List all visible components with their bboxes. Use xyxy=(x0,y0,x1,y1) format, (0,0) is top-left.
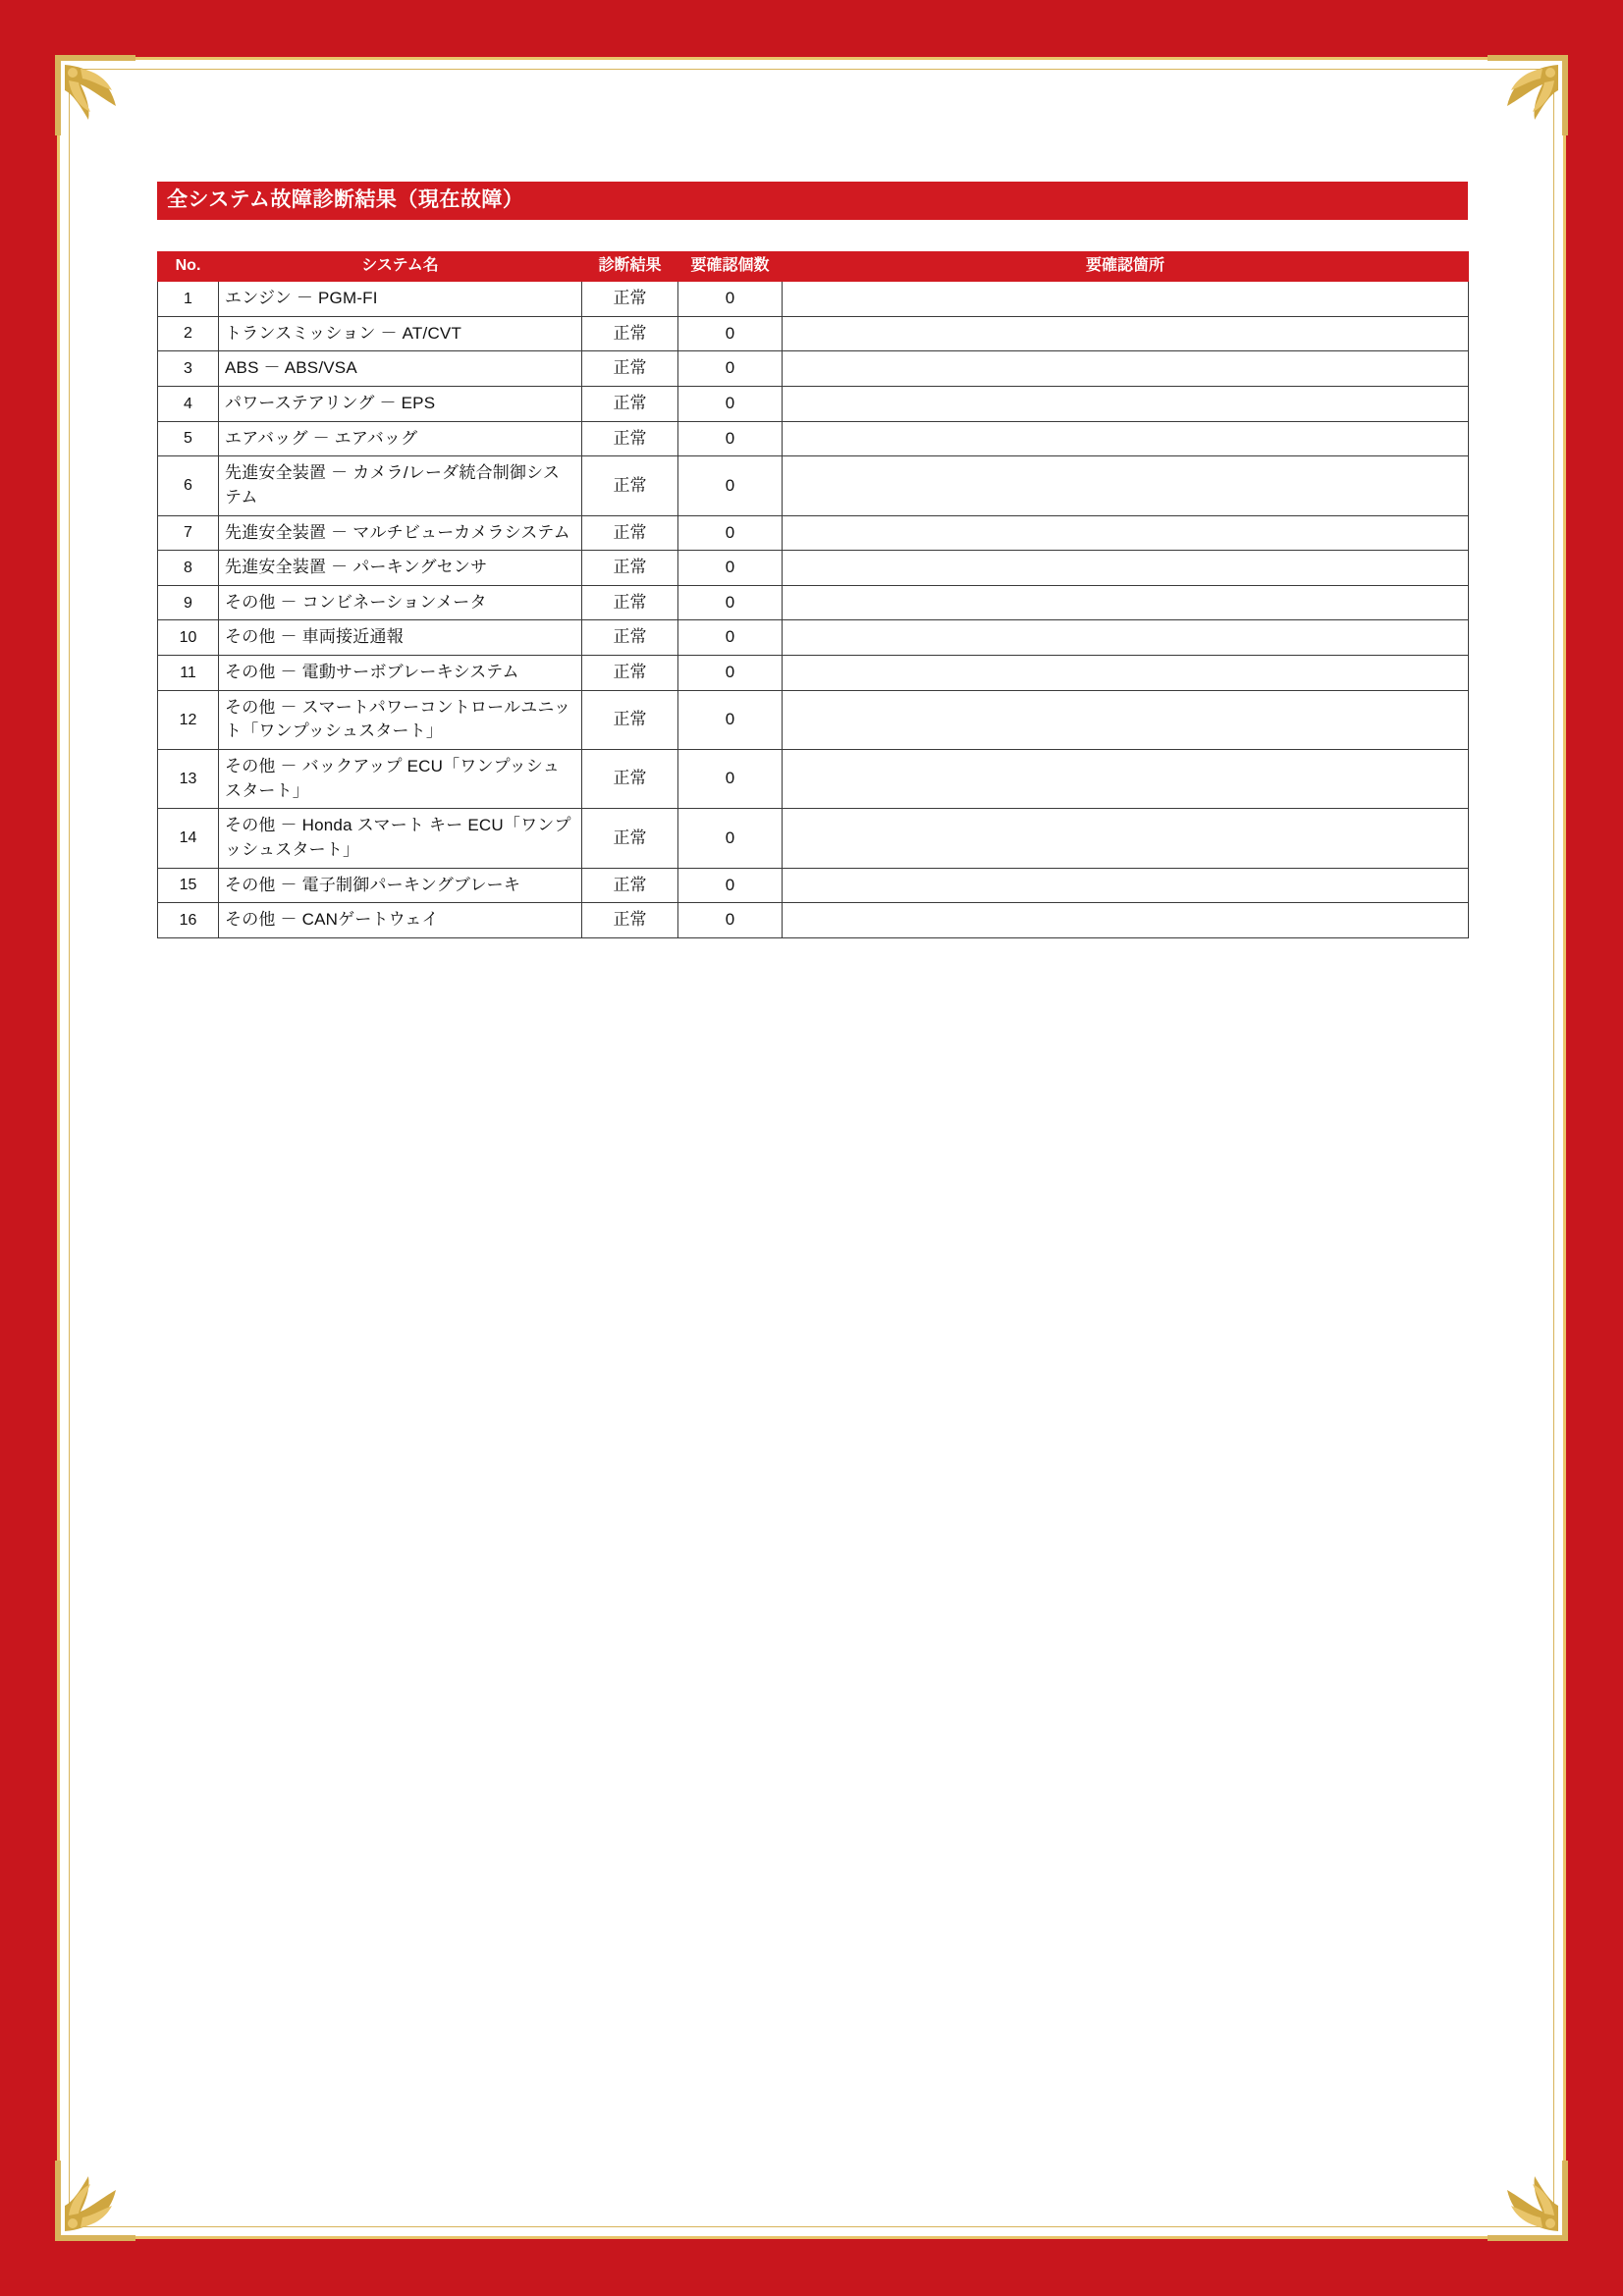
cell-count: 0 xyxy=(678,421,783,456)
table-row xyxy=(158,282,1469,317)
cell-no: 8 xyxy=(158,551,219,586)
cell-place xyxy=(783,386,1469,421)
cell-result: 正常 xyxy=(582,316,678,351)
cell-count: 0 xyxy=(678,690,783,749)
cell-result: 正常 xyxy=(582,421,678,456)
column-header-no: No. xyxy=(158,252,219,282)
table-header-row xyxy=(158,252,1469,282)
cell-system-name: 先進安全装置 － カメラ/レーダ統合制御システム xyxy=(219,456,582,515)
cell-result: 正常 xyxy=(582,809,678,868)
table-row xyxy=(158,456,1469,515)
cell-count: 0 xyxy=(678,868,783,903)
cell-place xyxy=(783,750,1469,809)
table-row xyxy=(158,316,1469,351)
cell-place xyxy=(783,903,1469,938)
cell-result: 正常 xyxy=(582,620,678,656)
cell-no: 14 xyxy=(158,809,219,868)
table-body xyxy=(158,282,1469,938)
cell-count: 0 xyxy=(678,656,783,691)
cell-no: 3 xyxy=(158,351,219,387)
cell-count: 0 xyxy=(678,750,783,809)
cell-count: 0 xyxy=(678,585,783,620)
cell-system-name: エンジン － PGM-FI xyxy=(219,282,582,317)
cell-count: 0 xyxy=(678,620,783,656)
cell-result: 正常 xyxy=(582,656,678,691)
table-row xyxy=(158,515,1469,551)
cell-count: 0 xyxy=(678,282,783,317)
cell-result: 正常 xyxy=(582,750,678,809)
cell-result: 正常 xyxy=(582,690,678,749)
cell-system-name: ABS － ABS/VSA xyxy=(219,351,582,387)
cell-no: 6 xyxy=(158,456,219,515)
cell-no: 12 xyxy=(158,690,219,749)
cell-no: 11 xyxy=(158,656,219,691)
cell-system-name: その他 － 車両接近通報 xyxy=(219,620,582,656)
cell-no: 13 xyxy=(158,750,219,809)
cell-system-name: エアバッグ － エアバッグ xyxy=(219,421,582,456)
cell-result: 正常 xyxy=(582,386,678,421)
table-row xyxy=(158,620,1469,656)
cell-system-name: トランスミッション － AT/CVT xyxy=(219,316,582,351)
cell-place xyxy=(783,690,1469,749)
cell-count: 0 xyxy=(678,551,783,586)
cell-system-name: その他 － スマートパワーコントロールユニット「ワンプッシュスタート」 xyxy=(219,690,582,749)
cell-result: 正常 xyxy=(582,585,678,620)
cell-count: 0 xyxy=(678,351,783,387)
report-content xyxy=(157,182,1468,938)
table-row xyxy=(158,868,1469,903)
cell-no: 16 xyxy=(158,903,219,938)
cell-result: 正常 xyxy=(582,515,678,551)
cell-place xyxy=(783,585,1469,620)
table-row xyxy=(158,750,1469,809)
table-row xyxy=(158,386,1469,421)
cell-count: 0 xyxy=(678,809,783,868)
table-row xyxy=(158,903,1469,938)
cell-result: 正常 xyxy=(582,282,678,317)
cell-no: 2 xyxy=(158,316,219,351)
table-row xyxy=(158,551,1469,586)
cell-system-name: パワーステアリング － EPS xyxy=(219,386,582,421)
cell-system-name: その他 － 電子制御パーキングブレーキ xyxy=(219,868,582,903)
cell-system-name: その他 － CANゲートウェイ xyxy=(219,903,582,938)
cell-place xyxy=(783,868,1469,903)
section-title: 全システム故障診断結果（現在故障） xyxy=(157,182,1468,220)
cell-system-name: その他 － Honda スマート キー ECU「ワンプッシュスタート」 xyxy=(219,809,582,868)
column-header-result: 診断結果 xyxy=(582,252,678,282)
cell-place xyxy=(783,421,1469,456)
cell-system-name: その他 － 電動サーボブレーキシステム xyxy=(219,656,582,691)
cell-system-name: 先進安全装置 － マルチビューカメラシステム xyxy=(219,515,582,551)
cell-system-name: その他 － バックアップ ECU「ワンプッシュスタート」 xyxy=(219,750,582,809)
cell-no: 15 xyxy=(158,868,219,903)
cell-system-name: その他 － コンビネーションメータ xyxy=(219,585,582,620)
column-header-place: 要確認箇所 xyxy=(783,252,1469,282)
cell-no: 1 xyxy=(158,282,219,317)
cell-place xyxy=(783,620,1469,656)
cell-count: 0 xyxy=(678,386,783,421)
column-header-count: 要確認個数 xyxy=(678,252,783,282)
cell-no: 7 xyxy=(158,515,219,551)
cell-place xyxy=(783,316,1469,351)
cell-result: 正常 xyxy=(582,868,678,903)
cell-place xyxy=(783,282,1469,317)
cell-result: 正常 xyxy=(582,551,678,586)
cell-result: 正常 xyxy=(582,351,678,387)
cell-place xyxy=(783,656,1469,691)
table-row xyxy=(158,656,1469,691)
table-row xyxy=(158,351,1469,387)
cell-count: 0 xyxy=(678,456,783,515)
cell-place xyxy=(783,351,1469,387)
column-header-system: システム名 xyxy=(219,252,582,282)
cell-count: 0 xyxy=(678,903,783,938)
cell-count: 0 xyxy=(678,316,783,351)
cell-system-name: 先進安全装置 － パーキングセンサ xyxy=(219,551,582,586)
table-row xyxy=(158,809,1469,868)
cell-place xyxy=(783,809,1469,868)
cell-result: 正常 xyxy=(582,903,678,938)
table-row xyxy=(158,421,1469,456)
cell-result: 正常 xyxy=(582,456,678,515)
cell-no: 5 xyxy=(158,421,219,456)
cell-no: 10 xyxy=(158,620,219,656)
cell-count: 0 xyxy=(678,515,783,551)
table-row xyxy=(158,690,1469,749)
cell-place xyxy=(783,456,1469,515)
cell-no: 4 xyxy=(158,386,219,421)
diagnostics-table xyxy=(157,251,1469,938)
cell-no: 9 xyxy=(158,585,219,620)
cell-place xyxy=(783,515,1469,551)
table-row xyxy=(158,585,1469,620)
cell-place xyxy=(783,551,1469,586)
